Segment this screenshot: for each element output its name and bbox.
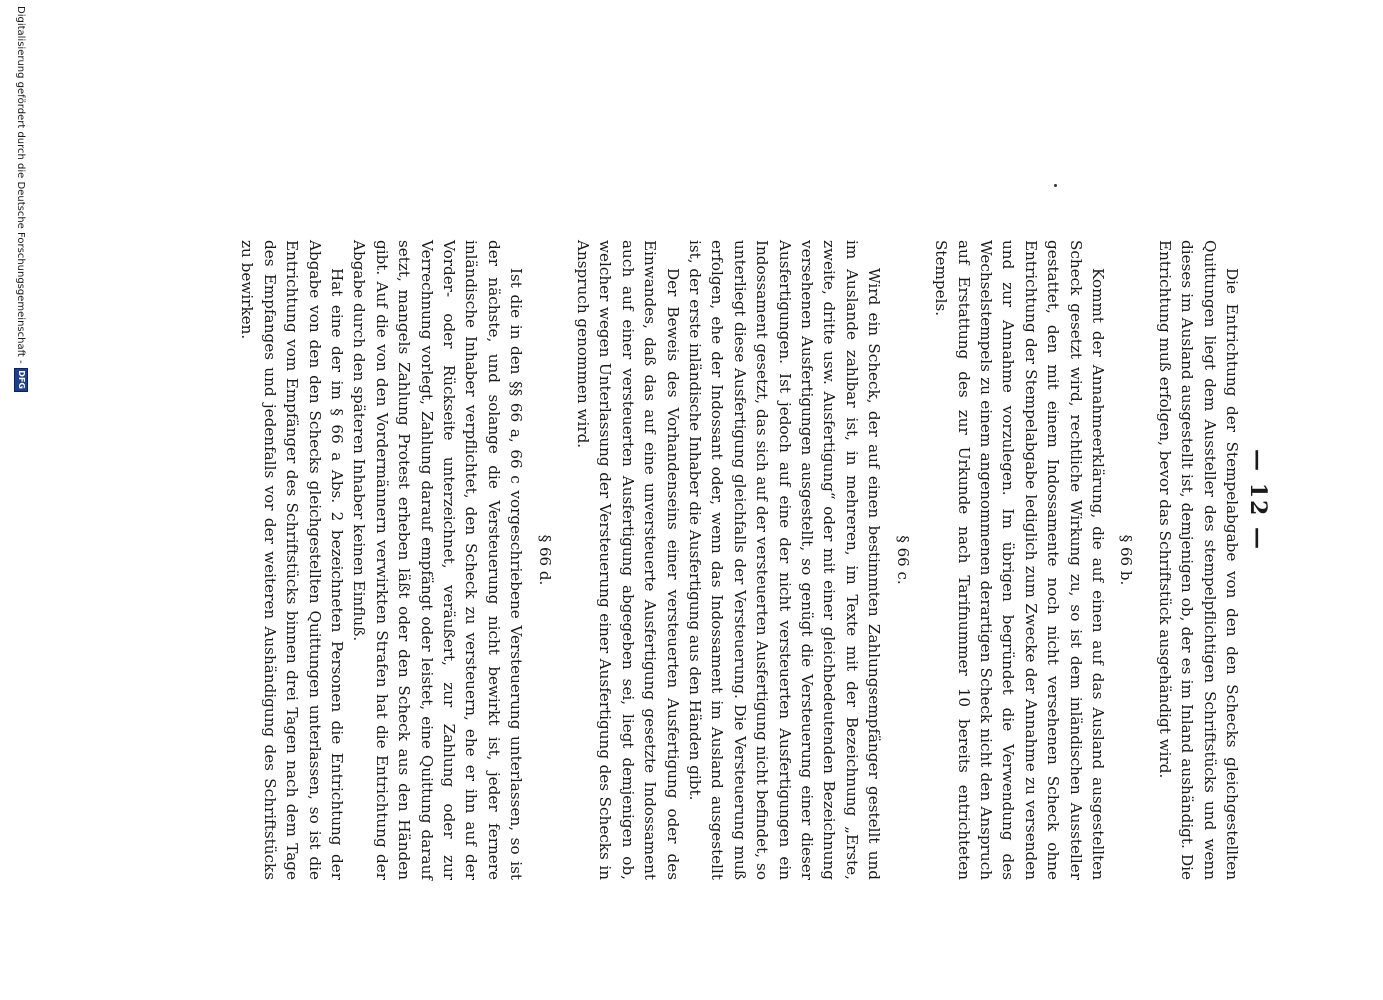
margin-mark xyxy=(1054,184,1057,187)
credit-text: Digitalisierung gefördert durch die Deutsche Forschungsgemeinschaft - xyxy=(15,6,27,364)
section-66b xyxy=(930,240,1138,880)
section-heading: § 66 d. xyxy=(535,534,554,586)
section-paragraph: Der Beweis des Vorhandenseins einer versteuerten Ausfertigung oder des Einwandes, daß das auf eine unversteuerte Ausfertigung gesetzte Indossament auch auf einer versteuerten Ausfertigung abgegeben sei, liegt demjenigen ob, welcher wegen Unterlassung der Versteuerung einer Ausfertigung des Schecks in Anspruch genommen wird. xyxy=(574,240,682,880)
section-paragraph: Ist die in den §§ 66 a, 66 c vorgeschriebene Versteuerung unterlassen, so ist der nächste, und solange die Versteuerung nicht bewirkt ist, jeder fernere inländische Inhaber verpflichtet, den Scheck zu versteuern, ehe er ihn auf der Vorder- oder Rückseite unterzeichnet, veräußert, zur Zahlung oder zur Verrechnung vorlegt, Zahlung darauf empfängt oder leistet, eine Quittung darauf setzt, mangels Zahlung Protest erheben läßt oder den Scheck aus den Händen gibt. Auf die von den Vordermännern verwirkten Strafen hat die Entrichtung der Abgabe durch den späteren Inhaber keinen Einfluß. xyxy=(350,240,526,880)
section-paragraph: Wird ein Scheck, der auf einen bestimmten Zahlungsempfänger gestellt und im Auslande zahlbar ist, in mehreren, im Texte mit der Bezeichnung „Erste, zweite, dritte usw. Ausfertigung“ oder mit einer gleichbedeutenden Bezeichnung versehenen Ausfertigungen ausgestellt, so genügt die Versteuerung einer dieser Ausfertigungen. Ist jedoch auf eine der nicht versteuerten Ausfertigungen ein Indossament gesetzt, das sich auf der versteuerten Ausfertigung nicht befindet, so unterliegt diese Ausfertigung gleichfalls der Versteuerung. Die Versteuerung muß erfolgen, ehe der Indossant oder, wenn das Indossament im Ausland ausgestellt ist, der erste inländische Inhaber die Ausfertigung aus den Händen gibt. xyxy=(686,240,884,880)
digitization-credit xyxy=(14,0,28,1000)
section-66d xyxy=(236,240,556,880)
page-number: — 12 — xyxy=(1245,449,1271,551)
section-paragraph: Kommt der Annahmeerklärung, die auf einen auf das Ausland ausgestellten Scheck gesetzt wird, rechtliche Wirkung zu, so ist dem inländischen Aussteller gestattet, den mit einem Indossamente noch nicht versehenen Scheck ohne Entrichtung der Stempelabgabe lediglich zum Zwecke der Annahme zu versenden und zur Annahme vorzulegen. Im übrigen begründet die Verwendung des Wechselstempels zu einem angenommenen derartigen Scheck nicht den Anspruch auf Erstattung des zur Urkunde nach Tarifnummer 10 bereits entrichteten Stempels. xyxy=(932,240,1107,880)
body-text xyxy=(236,240,1243,880)
section-paragraph: Hat eine der im § 66 a Abs. 2 bezeichneten Personen die Entrichtung der Abgabe von den den Schecks gleichgestellten Quittungen unterlassen, so ist die Entrichtung vom Empfänger des Schriftstücks binnen drei Tagen nach dem Tage des Empfanges und jedenfalls vor der weiteren Aushändigung des Schriftstücks zu bewirken. xyxy=(238,240,346,880)
intro-paragraph: Die Entrichtung der Stempelabgabe von den den Schecks gleichgestellten Quittungen liegt dem Aussteller des stempelpflichtigen Schriftstücks und wenn dieses im Ausland ausgestellt ist, demjenigen ob, der es im Inland aushändigt. Die Entrichtung muß erfolgen, bevor das Schriftstück ausgehändigt wird. xyxy=(1155,240,1241,880)
section-heading: § 66 b. xyxy=(1117,534,1136,586)
dfg-logo: DFG xyxy=(14,368,28,392)
section-66c xyxy=(572,240,914,880)
section-heading: § 66 c. xyxy=(893,535,912,585)
